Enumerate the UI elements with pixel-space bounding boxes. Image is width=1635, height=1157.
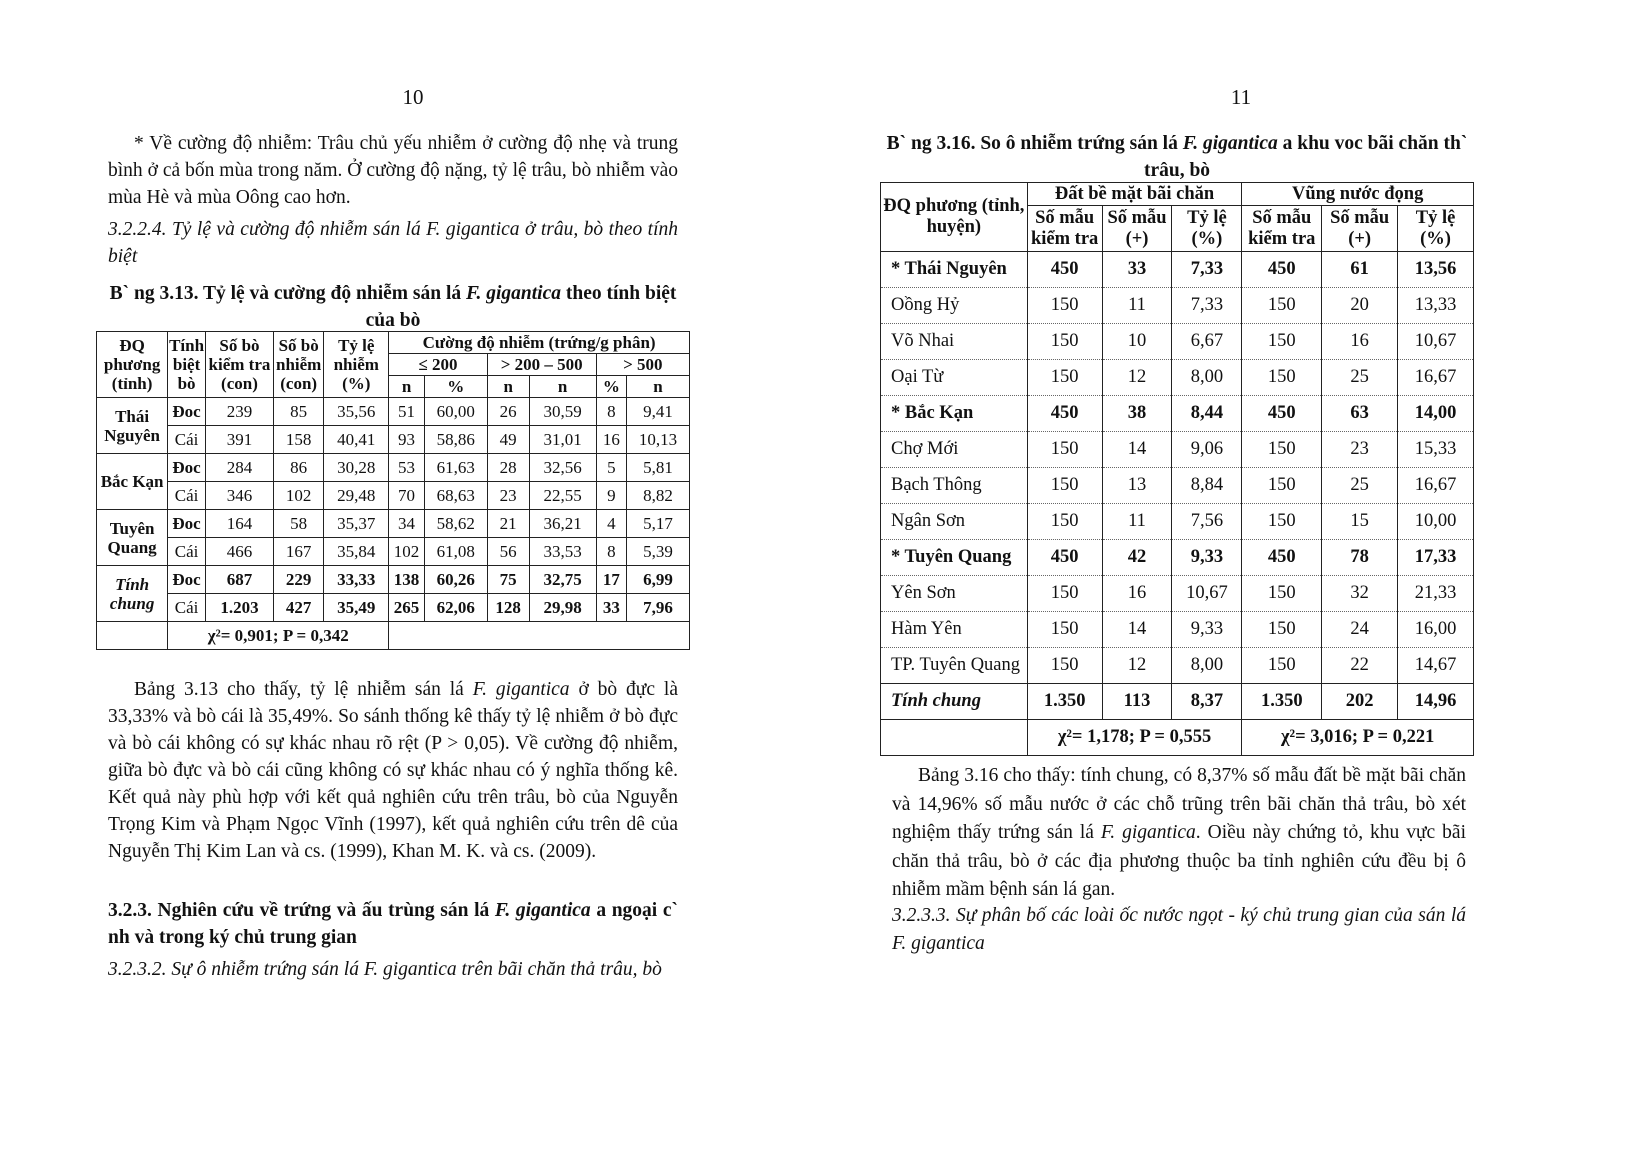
cell-value: 150 — [1242, 576, 1322, 612]
cell-value: 13 — [1102, 468, 1172, 504]
para2-species: F. gigantica — [472, 679, 570, 700]
cell-sex: Đoc — [168, 510, 206, 538]
table-row — [97, 426, 690, 454]
cell-value: 58,62 — [424, 510, 487, 538]
cell-value: 1.350 — [1027, 684, 1102, 720]
paragraph-313-analysis — [108, 676, 678, 865]
cell-value: 102 — [274, 482, 324, 510]
table-row — [97, 398, 690, 426]
cell-value: 60,26 — [424, 566, 487, 594]
cell-value: 687 — [205, 566, 273, 594]
cell-value: 53 — [389, 454, 425, 482]
caption-prefix: B` ng 3.13. Tỷ lệ và cường độ nhiễm sán lá — [109, 283, 466, 304]
table-row — [881, 576, 1474, 612]
cell-value: 450 — [1242, 252, 1322, 288]
cell-value: 22 — [1322, 648, 1398, 684]
cell-value: 32,75 — [529, 566, 596, 594]
table-row — [881, 648, 1474, 684]
table-row — [881, 468, 1474, 504]
cell-value: 49 — [487, 426, 529, 454]
table-316-body — [881, 252, 1474, 756]
chi-square-result: χ²= 0,901; P = 0,342 — [168, 622, 389, 650]
cell-value: 7,33 — [1172, 252, 1242, 288]
header-rate: Tỷ lệ nhiễm (%) — [324, 332, 389, 398]
chi-square-soil: χ²= 1,178; P = 0,555 — [1027, 720, 1242, 756]
cell-value: 8,82 — [627, 482, 690, 510]
cell-value: 150 — [1242, 324, 1322, 360]
cell-place: Bắc Kạn — [97, 454, 168, 510]
cell-value: 10,67 — [1398, 324, 1474, 360]
cell-value: 450 — [1027, 252, 1102, 288]
cell-value: 85 — [274, 398, 324, 426]
cell-value: 7,33 — [1172, 288, 1242, 324]
cell-sex: Đoc — [168, 566, 206, 594]
cell-value: 9,33 — [1172, 612, 1242, 648]
cell-value: 16 — [1102, 576, 1172, 612]
cell-value: 25 — [1322, 360, 1398, 396]
cell-value: 9 — [596, 482, 626, 510]
cell-value: 1.203 — [205, 594, 273, 622]
cell-value: 6,67 — [1172, 324, 1242, 360]
cell-value: 40,41 — [324, 426, 389, 454]
cell-value: 24 — [1322, 612, 1398, 648]
cell-value: 60,00 — [424, 398, 487, 426]
cell-value: 78 — [1322, 540, 1398, 576]
cell-value: 150 — [1242, 648, 1322, 684]
cell-value: 150 — [1027, 612, 1102, 648]
table-row — [881, 396, 1474, 432]
caption-suffix: a khu voc bãi chăn th` trâu, bò — [1143, 133, 1468, 181]
cell-value: 12 — [1102, 360, 1172, 396]
page-number-right: 11 — [1230, 85, 1252, 109]
table-row — [97, 482, 690, 510]
header-positive: Số mẫu (+) — [1102, 206, 1172, 252]
cell-place: * Tuyên Quang — [881, 540, 1028, 576]
table-row — [97, 538, 690, 566]
cell-value: 102 — [389, 538, 425, 566]
cell-sex: Cái — [168, 482, 206, 510]
cell-value: 9,33 — [1172, 540, 1242, 576]
cell-value: 11 — [1102, 504, 1172, 540]
cell-value: 150 — [1027, 324, 1102, 360]
cell-value: 8 — [596, 538, 626, 566]
cell-value: 93 — [389, 426, 425, 454]
table-row — [881, 360, 1474, 396]
header-n: n — [529, 376, 596, 398]
header-rate: Tỷ lệ (%) — [1398, 206, 1474, 252]
cell-sex: Đoc — [168, 454, 206, 482]
table-316 — [880, 182, 1474, 756]
cell-value: 450 — [1242, 540, 1322, 576]
heading-text-a: 3.2.3. Nghiên cứu về trứng và ấu trùng sán lá — [108, 900, 495, 921]
table-row — [881, 288, 1474, 324]
cell-value: 16,67 — [1398, 360, 1474, 396]
table-row — [881, 504, 1474, 540]
cell-value: 150 — [1242, 432, 1322, 468]
cell-place: Yên Sơn — [881, 576, 1028, 612]
cell-value: 5,81 — [627, 454, 690, 482]
cell-value: 128 — [487, 594, 529, 622]
section-heading-323 — [108, 897, 678, 951]
header-range-1: ≤ 200 — [389, 354, 487, 376]
cell-value: 21,33 — [1398, 576, 1474, 612]
cell-value: 14,96 — [1398, 684, 1474, 720]
cell-value: 23 — [487, 482, 529, 510]
cell-value: 14,00 — [1398, 396, 1474, 432]
cell-value: 32,56 — [529, 454, 596, 482]
cell-value: 38 — [1102, 396, 1172, 432]
table-row — [97, 454, 690, 482]
cell-value: 30,59 — [529, 398, 596, 426]
para2-text-b: ở bò đực là 33,33% và bò cái là 35,49%. So sánh thống kê thấy tỷ lệ nhiễm ở bò đực và bò cái không có sự khác nhau rõ rệt (P > 0,05). Về cường độ nhiễm, giữa bò đực và bò cái cũng không có sự khác nhau có ý nghĩa thống kê. Kết quả này phù hợp với kết quả nghiên cứu trên trâu, bò của Nguyễn Trọng Kim và Phạm Ngọc Vĩnh (1997), kết quả nghiên cứu trên dê của Nguyễn Thị Kim Lan và cs. (1999), Khan M. K. và cs. (2009). — [108, 679, 679, 862]
cell-value: 150 — [1027, 648, 1102, 684]
table-row — [881, 252, 1474, 288]
cell-place: Chợ Mới — [881, 432, 1028, 468]
cell-value: 7,56 — [1172, 504, 1242, 540]
caption-prefix: B` ng 3.16. So ô nhiễm trứng sán lá — [886, 133, 1183, 154]
cell-sex: Cái — [168, 426, 206, 454]
cell-place: Tuyên Quang — [97, 510, 168, 566]
cell-value: 15 — [1322, 504, 1398, 540]
table-row — [881, 432, 1474, 468]
cell-value: 138 — [389, 566, 425, 594]
cell-value: 70 — [389, 482, 425, 510]
cell-value: 158 — [274, 426, 324, 454]
cell-value: 150 — [1027, 360, 1102, 396]
cell-value: 7,96 — [627, 594, 690, 622]
cell-empty — [389, 622, 690, 650]
para-text-a: Bảng 3.16 cho thấy: tính chung, có 8,37% số mẫu đất bề mặt bãi chăn và 14,96% số mẫu nước ở các chỗ trũng trên bãi chăn thả trâu, bò xét nghiệm thấy trứng sán lá — [892, 765, 1466, 843]
cell-value: 20 — [1322, 288, 1398, 324]
table-313-caption — [96, 280, 690, 334]
caption-species: F. gigantica — [1182, 133, 1278, 154]
cell-value: 14 — [1102, 612, 1172, 648]
cell-value: 229 — [274, 566, 324, 594]
cell-value: 265 — [389, 594, 425, 622]
cell-value: 5 — [596, 454, 626, 482]
cell-value: 150 — [1027, 432, 1102, 468]
cell-value: 21 — [487, 510, 529, 538]
cell-value: 17 — [596, 566, 626, 594]
header-samples: Số mẫu kiểm tra — [1242, 206, 1322, 252]
cell-value: 450 — [1242, 396, 1322, 432]
cell-value: 34 — [389, 510, 425, 538]
cell-value: 10,67 — [1172, 576, 1242, 612]
header-soil: Đất bề mặt bãi chăn — [1027, 183, 1242, 206]
cell-value: 8,37 — [1172, 684, 1242, 720]
cell-value: 33 — [1102, 252, 1172, 288]
para-species: F. gigantica — [1100, 822, 1196, 843]
cell-value: 36,21 — [529, 510, 596, 538]
cell-value: 16 — [596, 426, 626, 454]
subsection-title-3232: 3.2.3.2. Sự ô nhiễm trứng sán lá F. gigantica trên bãi chăn thả trâu, bò — [108, 959, 662, 980]
cell-value: 75 — [487, 566, 529, 594]
cell-value: 33 — [596, 594, 626, 622]
header-place: ĐQ phương (tỉnh) — [97, 332, 168, 398]
header-place: ĐQ phương (tỉnh, huyện) — [881, 183, 1028, 252]
cell-place: Hàm Yên — [881, 612, 1028, 648]
cell-value: 86 — [274, 454, 324, 482]
cell-value: 35,49 — [324, 594, 389, 622]
cell-value: 8,84 — [1172, 468, 1242, 504]
table-row — [97, 594, 690, 622]
cell-value: 32 — [1322, 576, 1398, 612]
cell-place: Thái Nguyên — [97, 398, 168, 454]
header-n: n — [627, 376, 690, 398]
cell-value: 35,37 — [324, 510, 389, 538]
cell-value: 6,99 — [627, 566, 690, 594]
subsection-title-3224: 3.2.2.4. Tỷ lệ và cường độ nhiễm sán lá F. gigantica ở trâu, bò theo tính biệt — [108, 219, 678, 267]
cell-value: 12 — [1102, 648, 1172, 684]
cell-value: 14,67 — [1398, 648, 1474, 684]
cell-place: Võ Nhai — [881, 324, 1028, 360]
cell-value: 16,00 — [1398, 612, 1474, 648]
cell-value: 346 — [205, 482, 273, 510]
para-text-b: . Oiều này chứng tỏ, khu vực bãi chăn thả trâu, bò ở các địa phương thuộc ba tỉnh nghiên cứu đều bị ô nhiễm mầm bệnh sán lá gan. — [892, 822, 1466, 900]
cell-value: 8,44 — [1172, 396, 1242, 432]
header-n: n — [389, 376, 425, 398]
cell-value: 5,39 — [627, 538, 690, 566]
cell-value: 31,01 — [529, 426, 596, 454]
cell-value: 391 — [205, 426, 273, 454]
para2-text-a: Bảng 3.13 cho thấy, tỷ lệ nhiễm sán lá — [134, 679, 473, 700]
cell-value: 29,98 — [529, 594, 596, 622]
cell-value: 164 — [205, 510, 273, 538]
cell-value: 17,33 — [1398, 540, 1474, 576]
cell-value: 239 — [205, 398, 273, 426]
cell-place: TP. Tuyên Quang — [881, 648, 1028, 684]
cell-value: 4 — [596, 510, 626, 538]
cell-empty — [97, 622, 168, 650]
header-pct: % — [596, 376, 626, 398]
cell-value: 23 — [1322, 432, 1398, 468]
cell-value: 26 — [487, 398, 529, 426]
cell-value: 51 — [389, 398, 425, 426]
cell-place: Oại Từ — [881, 360, 1028, 396]
cell-value: 8,00 — [1172, 360, 1242, 396]
table-row — [881, 324, 1474, 360]
header-intensity: Cường độ nhiễm (trứng/g phân) — [389, 332, 690, 354]
caption-species: F. gigantica — [466, 283, 561, 304]
right-page — [818, 0, 1635, 1157]
cell-place: Bạch Thông — [881, 468, 1028, 504]
cell-value: 150 — [1242, 468, 1322, 504]
cell-value: 33,33 — [324, 566, 389, 594]
cell-sex: Đoc — [168, 398, 206, 426]
cell-value: 1.350 — [1242, 684, 1322, 720]
cell-value: 35,56 — [324, 398, 389, 426]
cell-place: Ngân Sơn — [881, 504, 1028, 540]
header-water: Vũng nước đọng — [1242, 183, 1474, 206]
cell-value: 150 — [1242, 504, 1322, 540]
paragraph-intensity: * Về cường độ nhiễm: Trâu chủ yếu nhiễm ở cường độ nhẹ và trung bình ở cả bốn mùa trong năm. Ở cường độ nặng, tỷ lệ trâu, bò nhiễm vào mùa Hè và mùa Oông cao hơn. — [108, 133, 678, 208]
cell-value: 35,84 — [324, 538, 389, 566]
cell-value: 150 — [1027, 288, 1102, 324]
cell-value: 9,06 — [1172, 432, 1242, 468]
header-infected: Số bò nhiễm (con) — [274, 332, 324, 398]
header-pct: % — [424, 376, 487, 398]
cell-value: 427 — [274, 594, 324, 622]
page-number-left: 10 — [402, 85, 424, 109]
cell-value: 9,41 — [627, 398, 690, 426]
cell-value: 5,17 — [627, 510, 690, 538]
table-row — [881, 684, 1474, 720]
cell-place: * Bắc Kạn — [881, 396, 1028, 432]
cell-value: 450 — [1027, 396, 1102, 432]
header-range-3: > 500 — [596, 354, 689, 376]
table-row — [97, 566, 690, 594]
cell-place: Tính chung — [97, 566, 168, 622]
cell-value: 61,63 — [424, 454, 487, 482]
cell-value: 113 — [1102, 684, 1172, 720]
table-313-body — [97, 398, 690, 650]
table-row-chi — [97, 622, 690, 650]
table-313 — [96, 331, 690, 650]
cell-value: 33,53 — [529, 538, 596, 566]
cell-value: 16 — [1322, 324, 1398, 360]
cell-value: 284 — [205, 454, 273, 482]
heading-text-b: a ngoại c` nh và trong ký chủ trung gian — [108, 900, 679, 948]
table-316-caption — [880, 130, 1474, 184]
cell-value: 62,06 — [424, 594, 487, 622]
header-samples: Số mẫu kiểm tra — [1027, 206, 1102, 252]
cell-place: * Thái Nguyên — [881, 252, 1028, 288]
cell-value: 11 — [1102, 288, 1172, 324]
cell-value: 56 — [487, 538, 529, 566]
cell-value: 14 — [1102, 432, 1172, 468]
cell-value: 8,00 — [1172, 648, 1242, 684]
cell-value: 13,33 — [1398, 288, 1474, 324]
subsection-title-3233: 3.2.3.3. Sự phân bố các loài ốc nước ngọt - ký chủ trung gian của sán lá F. gigantica — [892, 905, 1466, 954]
caption-suffix: theo tính biệt của bò — [365, 283, 677, 331]
cell-sex: Cái — [168, 538, 206, 566]
cell-value: 150 — [1027, 576, 1102, 612]
header-positive: Số mẫu (+) — [1322, 206, 1398, 252]
cell-value: 68,63 — [424, 482, 487, 510]
header-sex: Tính biệt bò — [168, 332, 206, 398]
cell-value: 10,00 — [1398, 504, 1474, 540]
cell-value: 150 — [1242, 288, 1322, 324]
cell-place: Oồng Hỷ — [881, 288, 1028, 324]
cell-value: 10 — [1102, 324, 1172, 360]
header-rate: Tỷ lệ (%) — [1172, 206, 1242, 252]
cell-value: 150 — [1027, 468, 1102, 504]
table-row — [881, 612, 1474, 648]
table-row-chi — [881, 720, 1474, 756]
cell-value: 42 — [1102, 540, 1172, 576]
cell-value: 58 — [274, 510, 324, 538]
header-range-2: > 200 – 500 — [487, 354, 596, 376]
cell-value: 61 — [1322, 252, 1398, 288]
cell-value: 8 — [596, 398, 626, 426]
cell-value: 63 — [1322, 396, 1398, 432]
cell-value: 450 — [1027, 540, 1102, 576]
cell-value: 29,48 — [324, 482, 389, 510]
cell-empty — [881, 720, 1028, 756]
chi-square-water: χ²= 3,016; P = 0,221 — [1242, 720, 1474, 756]
cell-value: 28 — [487, 454, 529, 482]
header-tested: Số bò kiểm tra (con) — [205, 332, 273, 398]
cell-value: 466 — [205, 538, 273, 566]
cell-value: 22,55 — [529, 482, 596, 510]
cell-value: 150 — [1027, 504, 1102, 540]
cell-value: 202 — [1322, 684, 1398, 720]
paragraph-316-analysis — [892, 762, 1466, 905]
cell-value: 13,56 — [1398, 252, 1474, 288]
cell-value: 150 — [1242, 360, 1322, 396]
cell-sex: Cái — [168, 594, 206, 622]
header-n: n — [487, 376, 529, 398]
cell-value: 15,33 — [1398, 432, 1474, 468]
cell-value: 16,67 — [1398, 468, 1474, 504]
table-row — [881, 540, 1474, 576]
cell-value: 150 — [1242, 612, 1322, 648]
cell-value: 10,13 — [627, 426, 690, 454]
cell-value: 167 — [274, 538, 324, 566]
heading-species: F. gigantica — [494, 900, 591, 921]
cell-place: Tính chung — [881, 684, 1028, 720]
table-row — [97, 510, 690, 538]
cell-value: 61,08 — [424, 538, 487, 566]
cell-value: 58,86 — [424, 426, 487, 454]
cell-value: 30,28 — [324, 454, 389, 482]
cell-value: 25 — [1322, 468, 1398, 504]
